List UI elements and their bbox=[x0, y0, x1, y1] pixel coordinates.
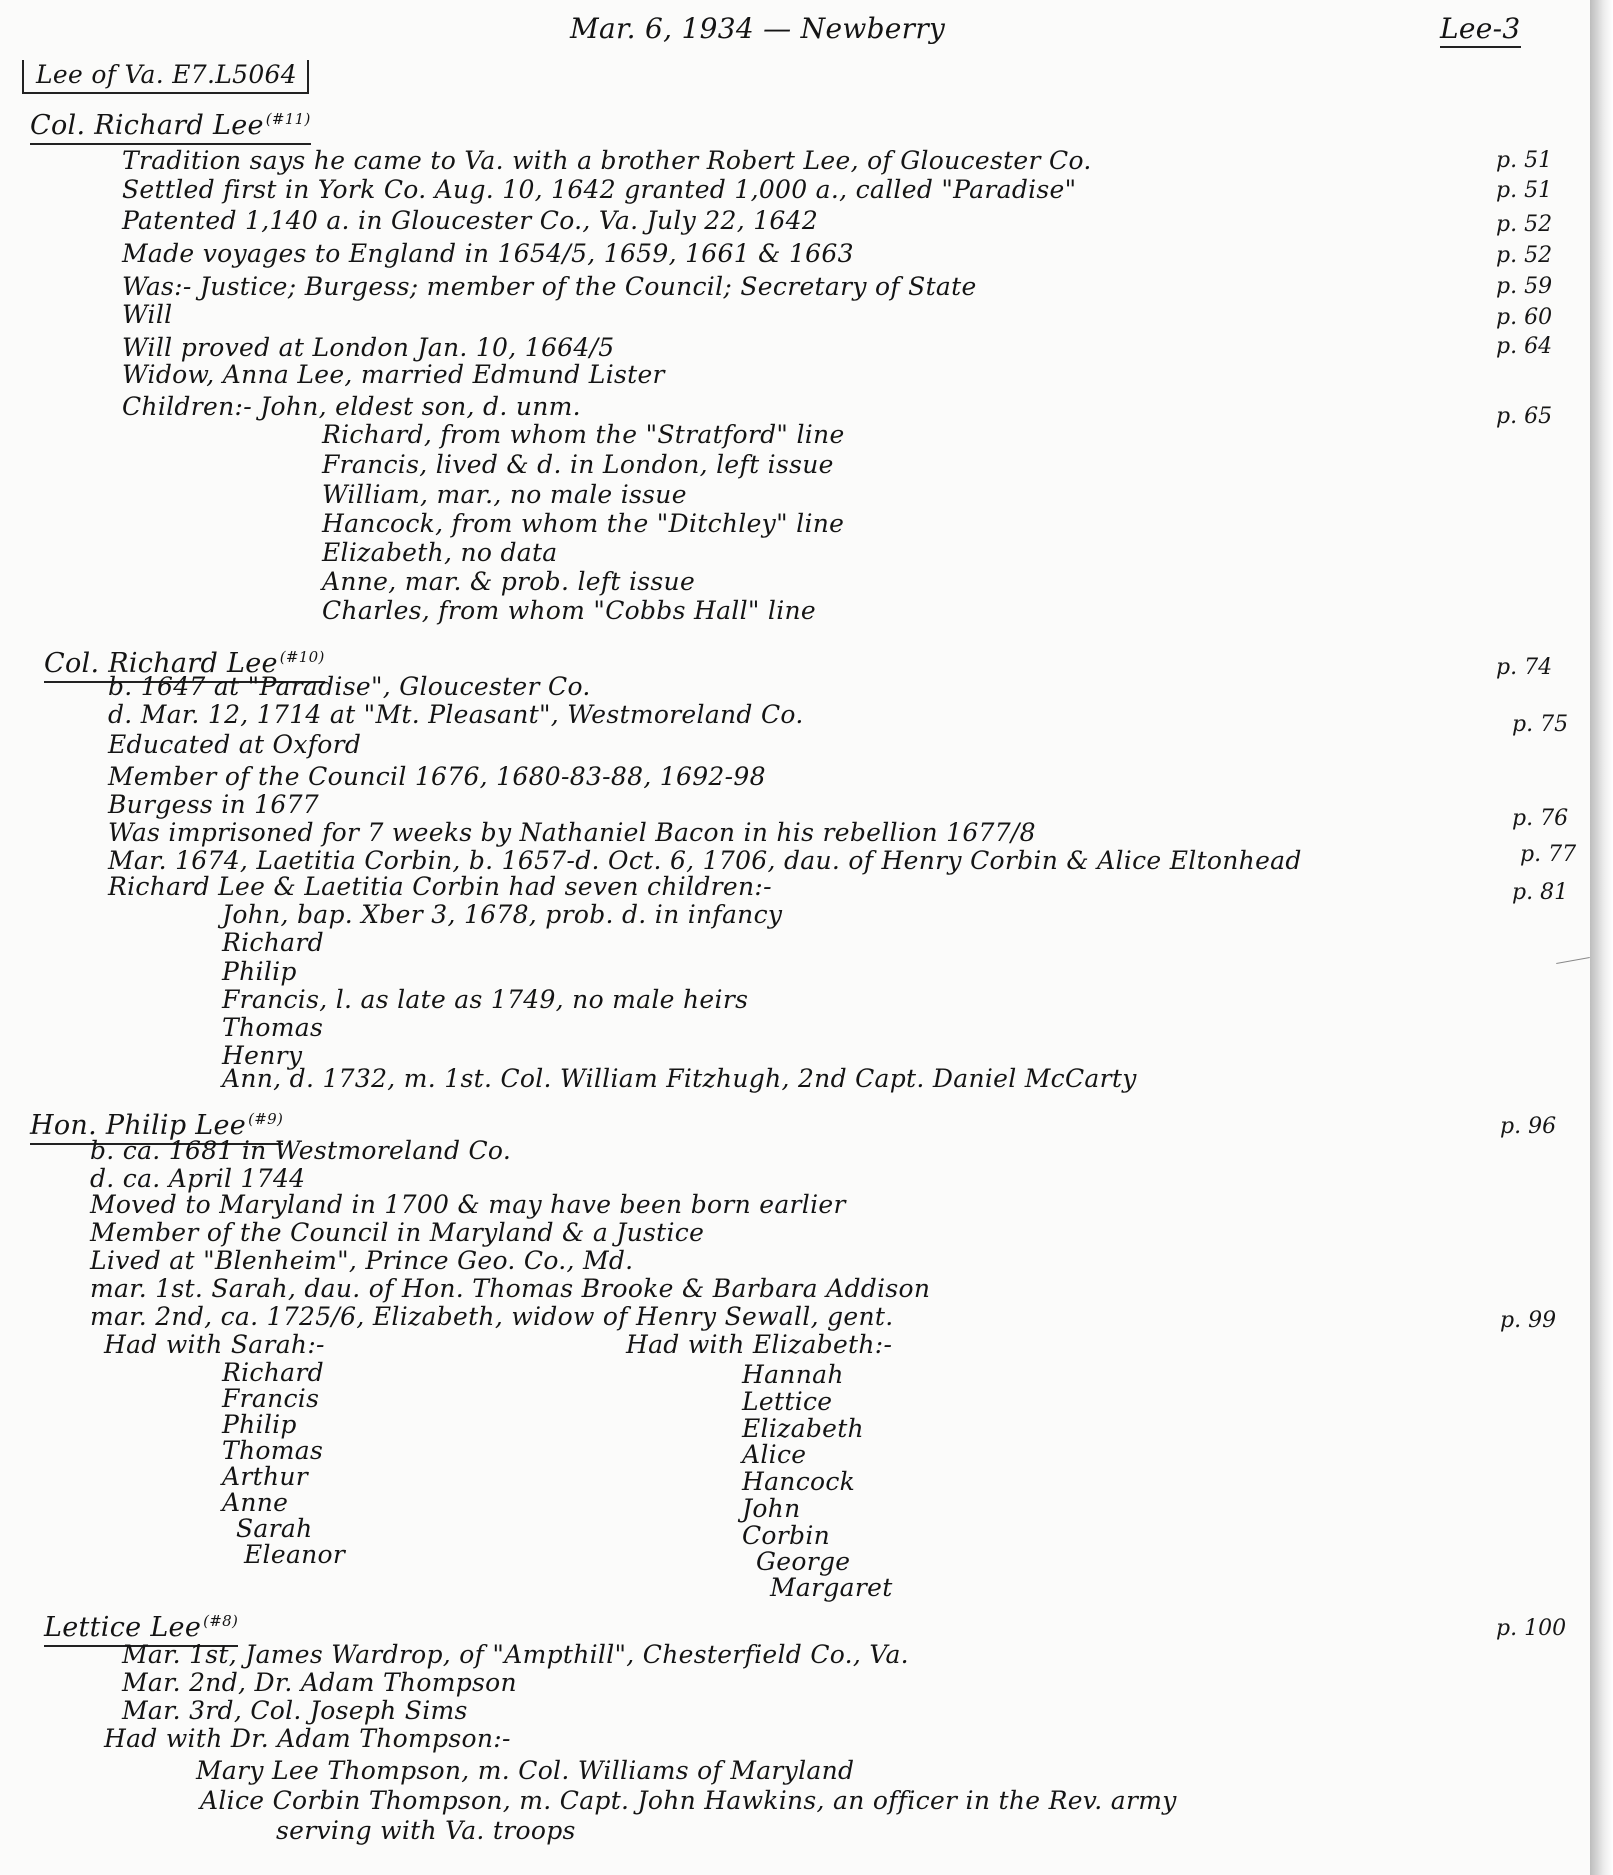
child-entry: Thomas bbox=[222, 1013, 324, 1042]
entry-line: Member of the Council 1676, 1680-83-88, 1692-98 bbox=[108, 762, 766, 791]
page-ref: p. 77 bbox=[1520, 842, 1577, 867]
entry-line: Richard Lee & Laetitia Corbin had seven children:- bbox=[108, 872, 772, 901]
child-entry: Richard, from whom the "Stratford" line bbox=[322, 420, 845, 449]
child-elizabeth: Lettice bbox=[742, 1387, 833, 1416]
section-name: Col. Richard Lee bbox=[44, 648, 278, 679]
reference-box bbox=[22, 60, 309, 94]
entry-line: Widow, Anna Lee, married Edmund Lister bbox=[122, 360, 665, 389]
had-with-sarah-label: Had with Sarah:- bbox=[104, 1330, 325, 1359]
entry-line: Mar. 1st, James Wardrop, of "Ampthill", Chesterfield Co., Va. bbox=[122, 1640, 909, 1669]
page-ref: p. 51 bbox=[1496, 178, 1553, 203]
entry-line: b. 1647 at "Paradise", Gloucester Co. bbox=[108, 672, 591, 701]
page-ref: p. 100 bbox=[1496, 1616, 1567, 1641]
entry-line: d. Mar. 12, 1714 at "Mt. Pleasant", Westmoreland Co. bbox=[108, 700, 804, 729]
child-entry: serving with Va. troops bbox=[276, 1816, 576, 1845]
entry-line: b. ca. 1681 in Westmoreland Co. bbox=[90, 1136, 512, 1165]
entry-line: Mar. 1674, Laetitia Corbin, b. 1657-d. Oct. 6, 1706, dau. of Henry Corbin & Alice Eltonhead bbox=[108, 846, 1302, 875]
entry-line: Mar. 2nd, Dr. Adam Thompson bbox=[122, 1668, 517, 1697]
had-with-elizabeth-label: Had with Elizabeth:- bbox=[626, 1330, 893, 1359]
child-entry: Alice Corbin Thompson, m. Capt. John Hawkins, an officer in the Rev. army bbox=[200, 1786, 1177, 1815]
section-heading bbox=[30, 104, 311, 145]
entry-line: Children:- John, eldest son, d. unm. bbox=[122, 392, 581, 421]
page-edge bbox=[1590, 0, 1613, 1875]
page-ref: p. 74 bbox=[1496, 655, 1553, 680]
child-entry: Ann, d. 1732, m. 1st. Col. William Fitzhugh, 2nd Capt. Daniel McCarty bbox=[222, 1064, 1137, 1093]
entry-line: Burgess in 1677 bbox=[108, 790, 319, 819]
child-elizabeth: Hannah bbox=[742, 1360, 844, 1389]
entry-line: Was:- Justice; Burgess; member of the Council; Secretary of State bbox=[122, 272, 977, 301]
child-entry: Charles, from whom "Cobbs Hall" line bbox=[322, 596, 817, 625]
child-entry: Anne, mar. & prob. left issue bbox=[322, 567, 696, 596]
page-ref: p. 65 bbox=[1496, 404, 1553, 429]
section-number: (#10) bbox=[279, 648, 325, 666]
child-entry: Francis, lived & d. in London, left issue bbox=[322, 450, 834, 479]
page-ref: p. 64 bbox=[1496, 334, 1553, 359]
entry-line: Will bbox=[122, 300, 173, 329]
header-date-author: Mar. 6, 1934 — Newberry bbox=[570, 12, 946, 45]
entry-line: Settled first in York Co. Aug. 10, 1642 granted 1,000 a., called "Paradise" bbox=[122, 175, 1077, 204]
child-sarah: Sarah bbox=[236, 1514, 313, 1543]
entry-line: Educated at Oxford bbox=[108, 730, 362, 759]
child-entry: Mary Lee Thompson, m. Col. Williams of Maryland bbox=[196, 1756, 855, 1785]
entry-line: Mar. 3rd, Col. Joseph Sims bbox=[122, 1696, 468, 1725]
entry-line: Had with Dr. Adam Thompson:- bbox=[104, 1724, 511, 1753]
page-ref: p. 59 bbox=[1496, 274, 1553, 299]
child-elizabeth: Corbin bbox=[742, 1521, 831, 1550]
child-elizabeth: Elizabeth bbox=[742, 1414, 864, 1443]
section-name: Col. Richard Lee bbox=[30, 110, 264, 141]
child-sarah: Eleanor bbox=[244, 1540, 346, 1569]
child-entry: Richard bbox=[222, 928, 324, 957]
child-elizabeth: Alice bbox=[742, 1440, 807, 1469]
child-sarah: Anne bbox=[222, 1488, 289, 1517]
reference-text: Lee of Va. E7.L5064 bbox=[36, 60, 297, 89]
page-ref: p. 75 bbox=[1512, 712, 1569, 737]
entry-line: Moved to Maryland in 1700 & may have been born earlier bbox=[90, 1190, 846, 1219]
section-number: (#8) bbox=[203, 1612, 239, 1630]
entry-line: mar. 1st. Sarah, dau. of Hon. Thomas Brooke & Barbara Addison bbox=[90, 1274, 931, 1303]
child-sarah: Francis bbox=[222, 1384, 320, 1413]
page-ref: p. 76 bbox=[1512, 806, 1569, 831]
section-name: Hon. Philip Lee bbox=[30, 1110, 247, 1141]
section-number: (#9) bbox=[248, 1110, 284, 1128]
entry-line: d. ca. April 1744 bbox=[90, 1164, 306, 1193]
page-ref: p. 81 bbox=[1512, 880, 1569, 905]
page-ref: p. 52 bbox=[1496, 243, 1553, 268]
section-name: Lettice Lee bbox=[44, 1612, 202, 1643]
child-sarah: Thomas bbox=[222, 1436, 324, 1465]
entry-line: Patented 1,140 a. in Gloucester Co., Va. July 22, 1642 bbox=[122, 206, 819, 235]
child-elizabeth: Hancock bbox=[742, 1467, 856, 1496]
entry-line: Will proved at London Jan. 10, 1664/5 bbox=[122, 333, 615, 362]
page-ref: p. 96 bbox=[1500, 1114, 1557, 1139]
entry-line: Member of the Council in Maryland & a Justice bbox=[90, 1218, 705, 1247]
child-entry: Henry bbox=[222, 1041, 303, 1070]
child-entry: Philip bbox=[222, 957, 297, 986]
entry-line: Made voyages to England in 1654/5, 1659, 1661 & 1663 bbox=[122, 239, 854, 268]
child-sarah: Arthur bbox=[222, 1462, 309, 1491]
child-entry: William, mar., no male issue bbox=[322, 480, 687, 509]
page-ref: p. 52 bbox=[1496, 212, 1553, 237]
page-ref: p. 51 bbox=[1496, 148, 1553, 173]
page-ref: p. 60 bbox=[1496, 305, 1553, 330]
section-number: (#11) bbox=[265, 110, 311, 128]
child-entry: Francis, l. as late as 1749, no male heirs bbox=[222, 985, 749, 1014]
child-entry: Elizabeth, no data bbox=[322, 538, 558, 567]
entry-line: Was imprisoned for 7 weeks by Nathaniel Bacon in his rebellion 1677/8 bbox=[108, 818, 1036, 847]
header-page-id: Lee-3 bbox=[1440, 14, 1521, 48]
child-elizabeth: Margaret bbox=[770, 1573, 893, 1602]
page-ref: p. 99 bbox=[1500, 1308, 1557, 1333]
entry-line: Lived at "Blenheim", Prince Geo. Co., Md. bbox=[90, 1246, 634, 1275]
child-sarah: Philip bbox=[222, 1410, 297, 1439]
child-elizabeth: John bbox=[742, 1494, 801, 1523]
entry-line: Tradition says he came to Va. with a brother Robert Lee, of Gloucester Co. bbox=[122, 146, 1092, 175]
child-elizabeth: George bbox=[756, 1547, 851, 1576]
child-entry: John, bap. Xber 3, 1678, prob. d. in infancy bbox=[222, 900, 783, 929]
child-entry: Hancock, from whom the "Ditchley" line bbox=[322, 509, 845, 538]
child-sarah: Richard bbox=[222, 1358, 324, 1387]
entry-line: mar. 2nd, ca. 1725/6, Elizabeth, widow of Henry Sewall, gent. bbox=[90, 1302, 894, 1331]
